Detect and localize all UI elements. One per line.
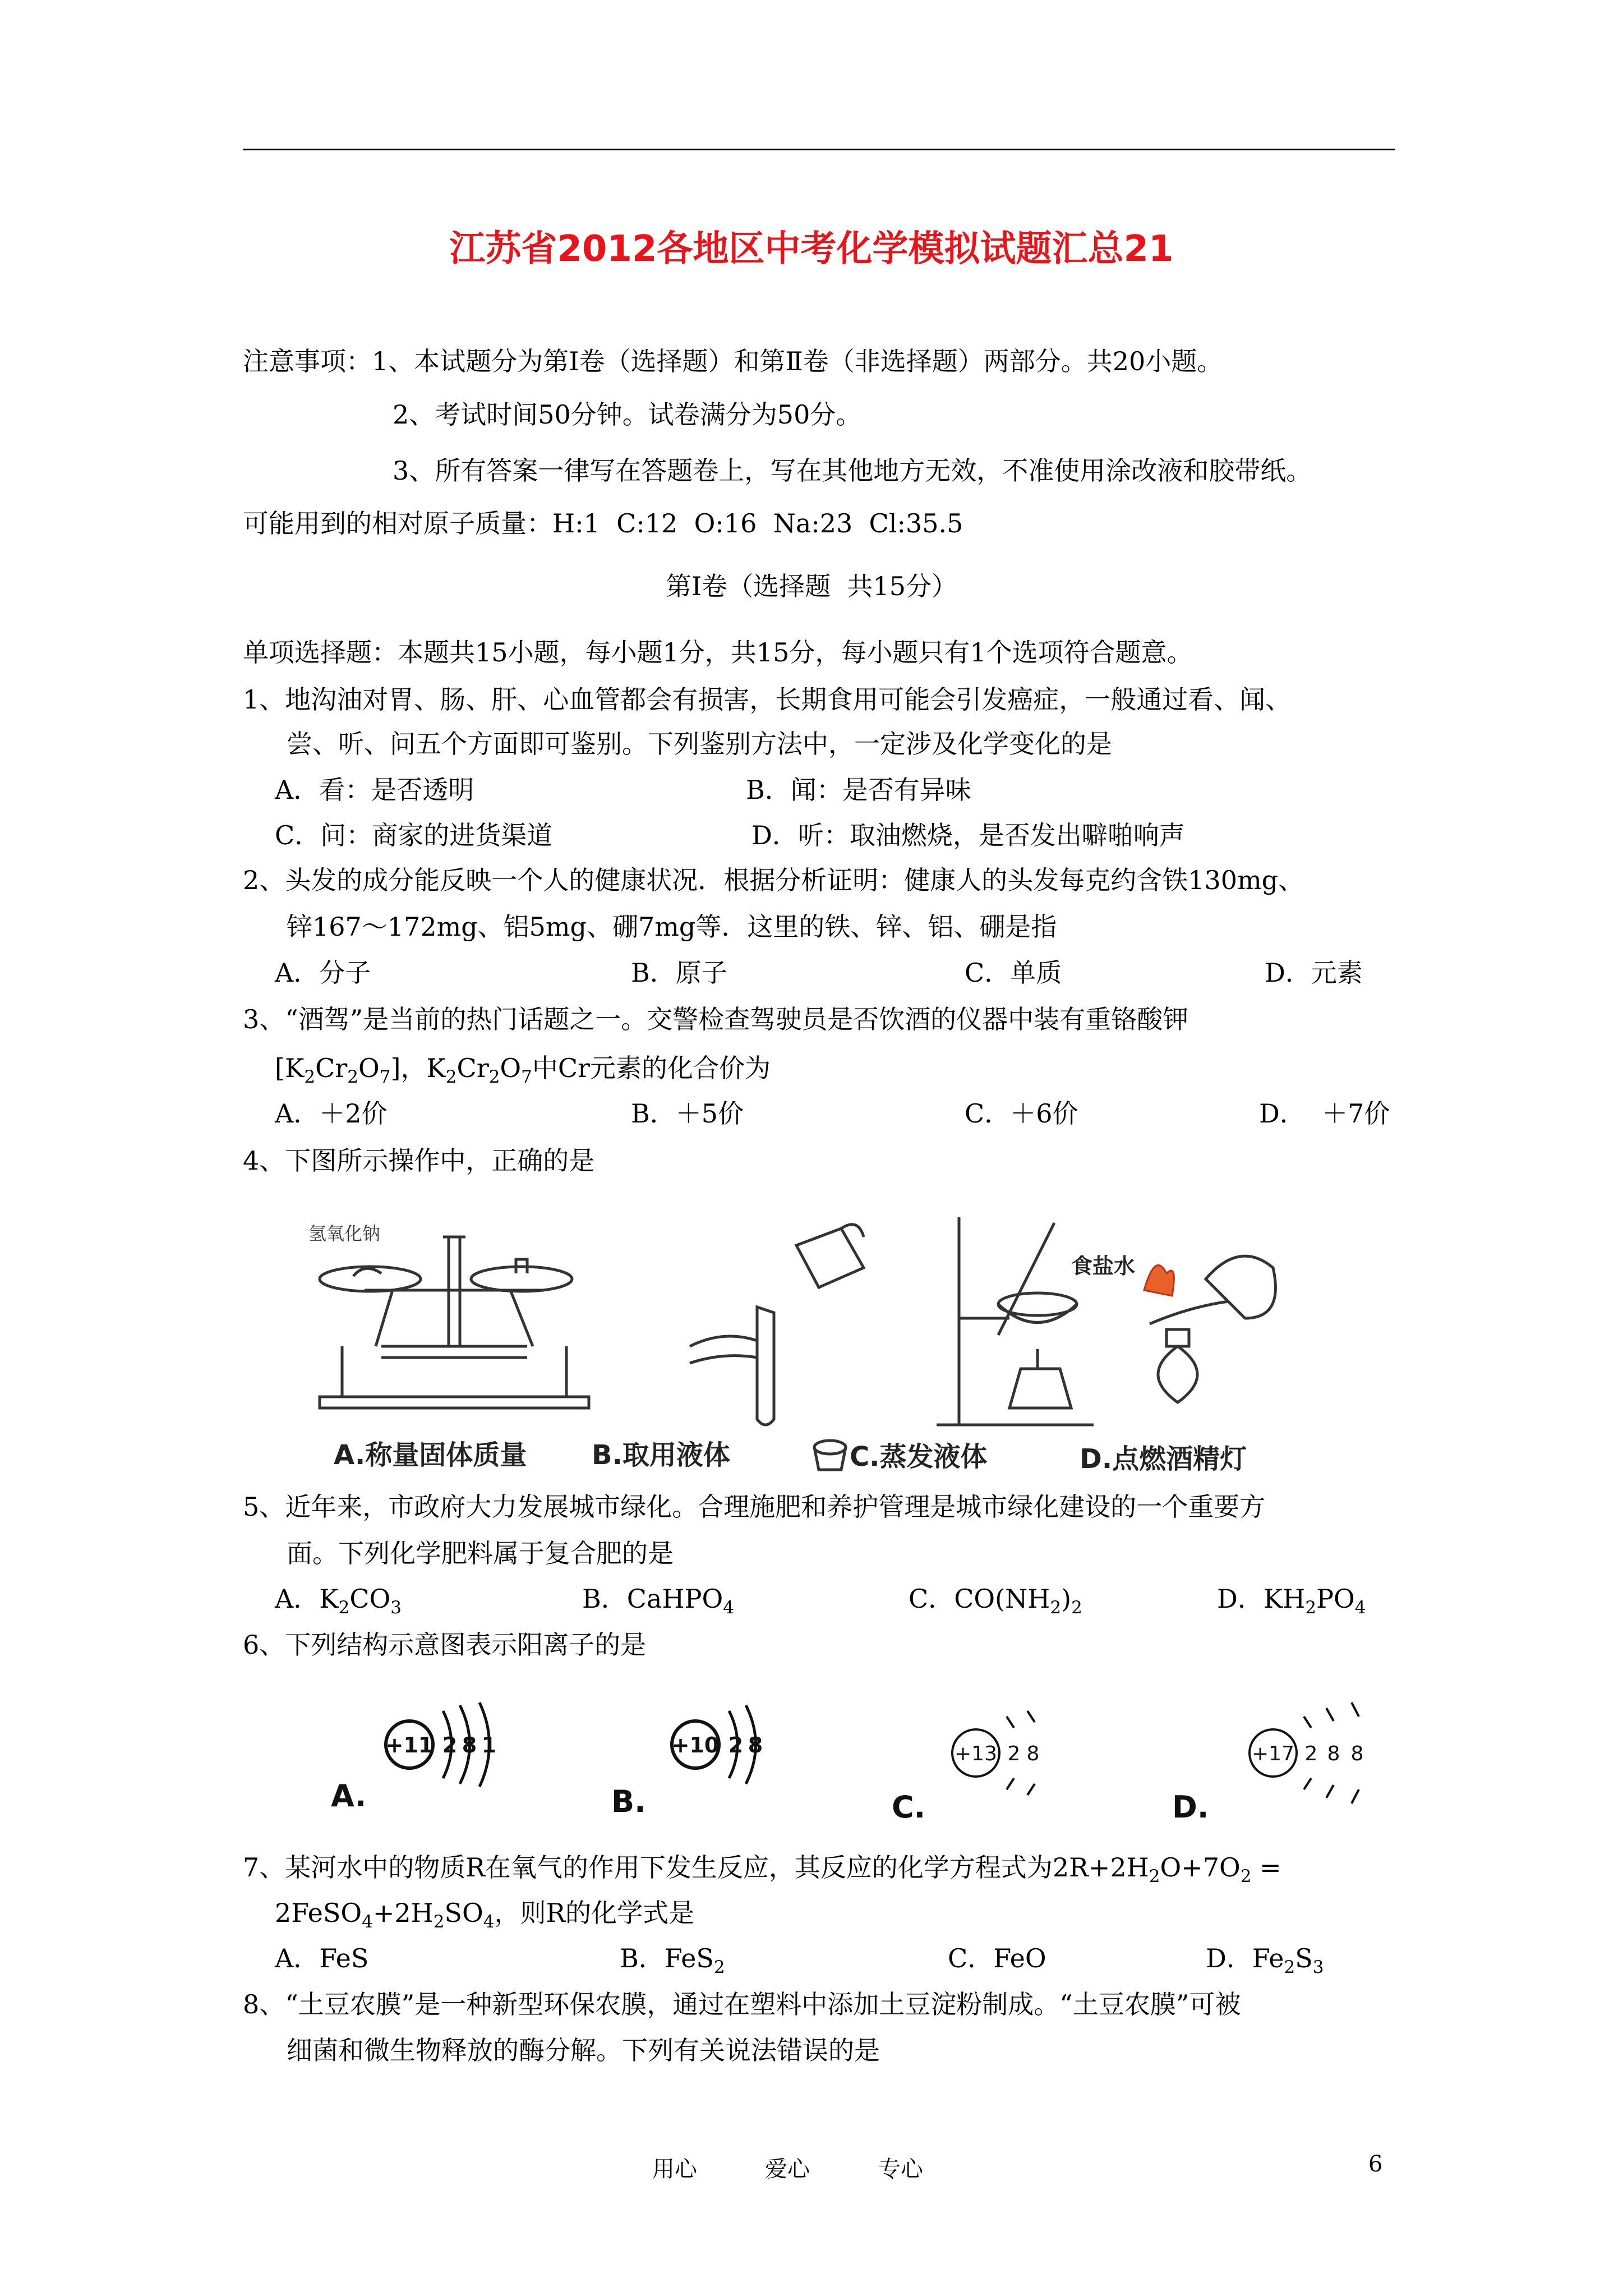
salt-water-label: 食盐水	[1071, 1254, 1136, 1278]
q6-stem: 6、下列结构示意图表示阳离子的是	[243, 1630, 647, 1660]
formula-part: O	[358, 1053, 380, 1083]
q5-stem-line1: 5、近年来，市政府大力发展城市绿化。合理施肥和养护管理是城市绿化建设的一个重要方	[243, 1492, 1266, 1522]
q4-caption-a: A.称量固体质量	[334, 1439, 527, 1471]
q2-stem-line1: 2、头发的成分能反映一个人的健康状况．根据分析证明：健康人的头发每克约含铁130mg、	[243, 865, 1304, 895]
formula-part: O	[500, 1053, 522, 1083]
q1-option-c: C．问：商家的进货渠道	[275, 820, 553, 850]
q3-stem-line2: $[K_2Cr_2O_7]$，$K_2Cr_2O_7$中Cr元素的化合价为	[275, 1053, 771, 1087]
shell-electrons: 2	[1304, 1742, 1318, 1765]
formula-part: )	[1061, 1584, 1072, 1614]
formula-part: Cr	[457, 1053, 489, 1083]
nucleus-label: +17	[1252, 1742, 1294, 1765]
footer-mid: 爱心	[765, 2156, 810, 2182]
q2-option-c: C．单质	[965, 958, 1062, 988]
page-number: 6	[1368, 2151, 1383, 2177]
formula-sub: 2	[445, 1067, 457, 1087]
page-title: 江苏省2012各地区中考化学模拟试题汇总21	[449, 228, 1174, 270]
formula-part: K	[426, 1053, 446, 1083]
q8-stem-line1: 8、“土豆农膜”是一种新型环保农膜，通过在塑料中添加土豆淀粉制成。“土豆农膜”可被	[243, 1989, 1241, 2019]
shell-electrons: 8	[748, 1733, 763, 1757]
formula-part: B．FeS	[620, 1943, 714, 1973]
q3-option-c: C．＋6价	[965, 1098, 1078, 1129]
option-label: C.	[892, 1789, 926, 1825]
q7-stem-text: 7、某河水中的物质R在氧气的作用下发生反应，其反应的化学方程式为2R+2H	[243, 1852, 1149, 1883]
notice-line-1	[243, 348, 1223, 374]
shell-electrons: 8	[462, 1733, 477, 1757]
q7-option-a: A．FeS	[275, 1943, 369, 1973]
q3-option-b: B．＋5价	[631, 1098, 744, 1129]
q3-stem-line1: 3、“酒驾”是当前的热门话题之一。交警检查驾驶员是否饮酒的仪器中装有重铬酸钾	[243, 1004, 1189, 1034]
shell-electrons: 2	[1007, 1742, 1021, 1765]
q2-option-b: B．原子	[631, 958, 727, 988]
formula-sub: 2	[304, 1067, 316, 1087]
shell-electrons: 2	[728, 1733, 744, 1757]
formula-sub: 7	[521, 1067, 532, 1087]
nucleus-label: +13	[955, 1742, 997, 1765]
formula-sub: 2	[488, 1067, 500, 1087]
nucleus-label: +11	[385, 1733, 434, 1757]
formula-sub: 4	[483, 1912, 495, 1932]
notice-item-2: 2、考试时间50分钟。试卷满分为50分。	[393, 399, 862, 430]
option-label: B.	[611, 1784, 646, 1819]
formula-part: CO	[349, 1584, 391, 1614]
formula-sub: 4	[723, 1598, 734, 1618]
atomic-masses: 可能用到的相对原子质量：H:1 C:12 O:16 Na:23 Cl:35.5	[243, 508, 963, 539]
formula-part: C．CO(NH	[909, 1584, 1050, 1614]
q7-option-c: C．FeO	[948, 1943, 1046, 1973]
q7-stem-tail: ，则R的化学式是	[494, 1898, 695, 1928]
formula-sub: 2	[1050, 1598, 1062, 1618]
formula-sub: 2	[433, 1912, 445, 1932]
flame-icon	[1144, 1265, 1174, 1296]
balance-icon	[320, 1237, 589, 1408]
formula-sub: 2	[1071, 1598, 1082, 1618]
q1-option-d: D．听：取油燃烧，是否发出噼啪响声	[751, 820, 1185, 850]
q5-option-b	[582, 1586, 734, 1617]
formula-sub: 4	[362, 1912, 373, 1932]
q8-stem-line2: 细菌和微生物释放的酶分解。下列有关说法错误的是	[287, 2035, 880, 2065]
q4-caption-c: C.蒸发液体	[850, 1441, 988, 1473]
q1-stem-line2: 尝、听、问五个方面即可鉴别。下列鉴别方法中，一定涉及化学变化的是	[287, 729, 1112, 759]
naoh-label: 氢氧化钠	[308, 1223, 381, 1244]
formula-sub: 2	[338, 1598, 350, 1618]
atom-structure-c	[892, 1711, 1039, 1825]
q1-option-a: A．看：是否透明	[275, 775, 474, 805]
q7-stem-line1	[243, 1852, 1281, 1887]
formula-sub: 2	[1149, 1866, 1160, 1887]
formula-part: S	[1295, 1943, 1313, 1973]
formula-sub: 2	[1240, 1866, 1252, 1887]
footer-left: 用心	[652, 2156, 697, 2182]
footer-right: 专心	[878, 2156, 923, 2182]
nucleus-label: +10	[671, 1733, 720, 1757]
formula-part: A．K	[275, 1584, 339, 1614]
formula-part: D．KH	[1217, 1584, 1306, 1614]
shell-electrons: 8	[1327, 1742, 1340, 1765]
formula-part: K	[284, 1053, 305, 1083]
q3-option-a: A．＋2价	[275, 1098, 388, 1129]
q1-option-b: B．闻：是否有异味	[746, 775, 971, 805]
q4-caption-d: D.点燃酒精灯	[1080, 1443, 1247, 1475]
shell-electrons: 8	[1026, 1742, 1040, 1765]
q5-stem-line2: 面。下列化学肥料属于复合肥的是	[287, 1538, 674, 1568]
q7-stem-line2	[275, 1900, 694, 1931]
atom-structure-d	[1172, 1703, 1363, 1825]
q3-option-d: D． ＋7价	[1259, 1098, 1390, 1129]
shell-electrons: 2	[442, 1733, 458, 1757]
shell-electrons: 1	[481, 1733, 497, 1757]
q5-option-a	[275, 1586, 402, 1617]
formula-part: =	[1251, 1852, 1281, 1883]
q4-caption-b: B.取用液体	[592, 1439, 730, 1471]
formula-sub: 7	[379, 1067, 391, 1087]
q5-option-d	[1217, 1586, 1366, 1617]
formula-part: PO	[1316, 1584, 1355, 1614]
option-label: D.	[1172, 1789, 1209, 1825]
notice-item-3: 3、所有答案一律写在答题卷上，写在其他地方无效，不准使用涂改液和胶带纸。	[393, 455, 1312, 486]
notice-item-1: 1、本试题分为第Ⅰ卷（选择题）和第Ⅱ卷（非选择题）两部分。共20小题。	[372, 346, 1223, 376]
formula-part: 2FeSO	[275, 1898, 362, 1928]
atom-structure-b	[611, 1705, 763, 1819]
q3-stem-line2-tail: 中Cr元素的化合价为	[532, 1053, 771, 1083]
q7-option-d	[1206, 1945, 1324, 1976]
evaporation-icon	[937, 1217, 1094, 1425]
q5-option-c	[909, 1586, 1082, 1617]
formula-sub: 2	[347, 1067, 358, 1087]
formula-sub: 2	[713, 1957, 725, 1977]
header-rule	[243, 149, 1395, 150]
formula-part: O+7O	[1160, 1852, 1241, 1883]
q2-option-a: A．分子	[275, 958, 371, 988]
formula-part: B．CaHPO	[582, 1584, 723, 1614]
notice-label: 注意事项：	[243, 346, 372, 376]
formula-sub: 2	[1284, 1957, 1295, 1977]
option-label: A.	[331, 1778, 367, 1814]
atom-structure-a	[331, 1703, 496, 1814]
q7-option-b	[620, 1945, 725, 1976]
q4-stem: 4、下图所示操作中，正确的是	[243, 1145, 595, 1176]
formula-part: D．Fe	[1206, 1943, 1284, 1973]
section-instructions: 单项选择题：本题共15小题，每小题1分，共15分，每小题只有1个选项符合题意。	[243, 637, 1193, 668]
formula-sub: 3	[390, 1598, 402, 1618]
q2-option-d: D．元素	[1265, 958, 1363, 988]
formula-sub: 3	[1312, 1957, 1324, 1977]
shell-electrons: 8	[1350, 1742, 1364, 1765]
q6-figure	[320, 1683, 1413, 1851]
section-header: 第Ⅰ卷（选择题 共15分）	[666, 571, 957, 601]
formula-part: +2H	[372, 1898, 434, 1928]
formula-part: Cr	[315, 1053, 348, 1083]
formula-sub: 4	[1354, 1598, 1366, 1618]
formula-part: SO	[444, 1898, 483, 1928]
q1-stem-line1: 1、地沟油对胃、肠、肝、心血管都会有损害，长期食用可能会引发癌症，一般通过看、闻、	[243, 684, 1292, 715]
formula-sub: 2	[1305, 1598, 1317, 1618]
q2-stem-line2: 锌167～172mg、铝5mg、硼7mg等．这里的铁、锌、铝、硼是指	[287, 912, 1057, 942]
